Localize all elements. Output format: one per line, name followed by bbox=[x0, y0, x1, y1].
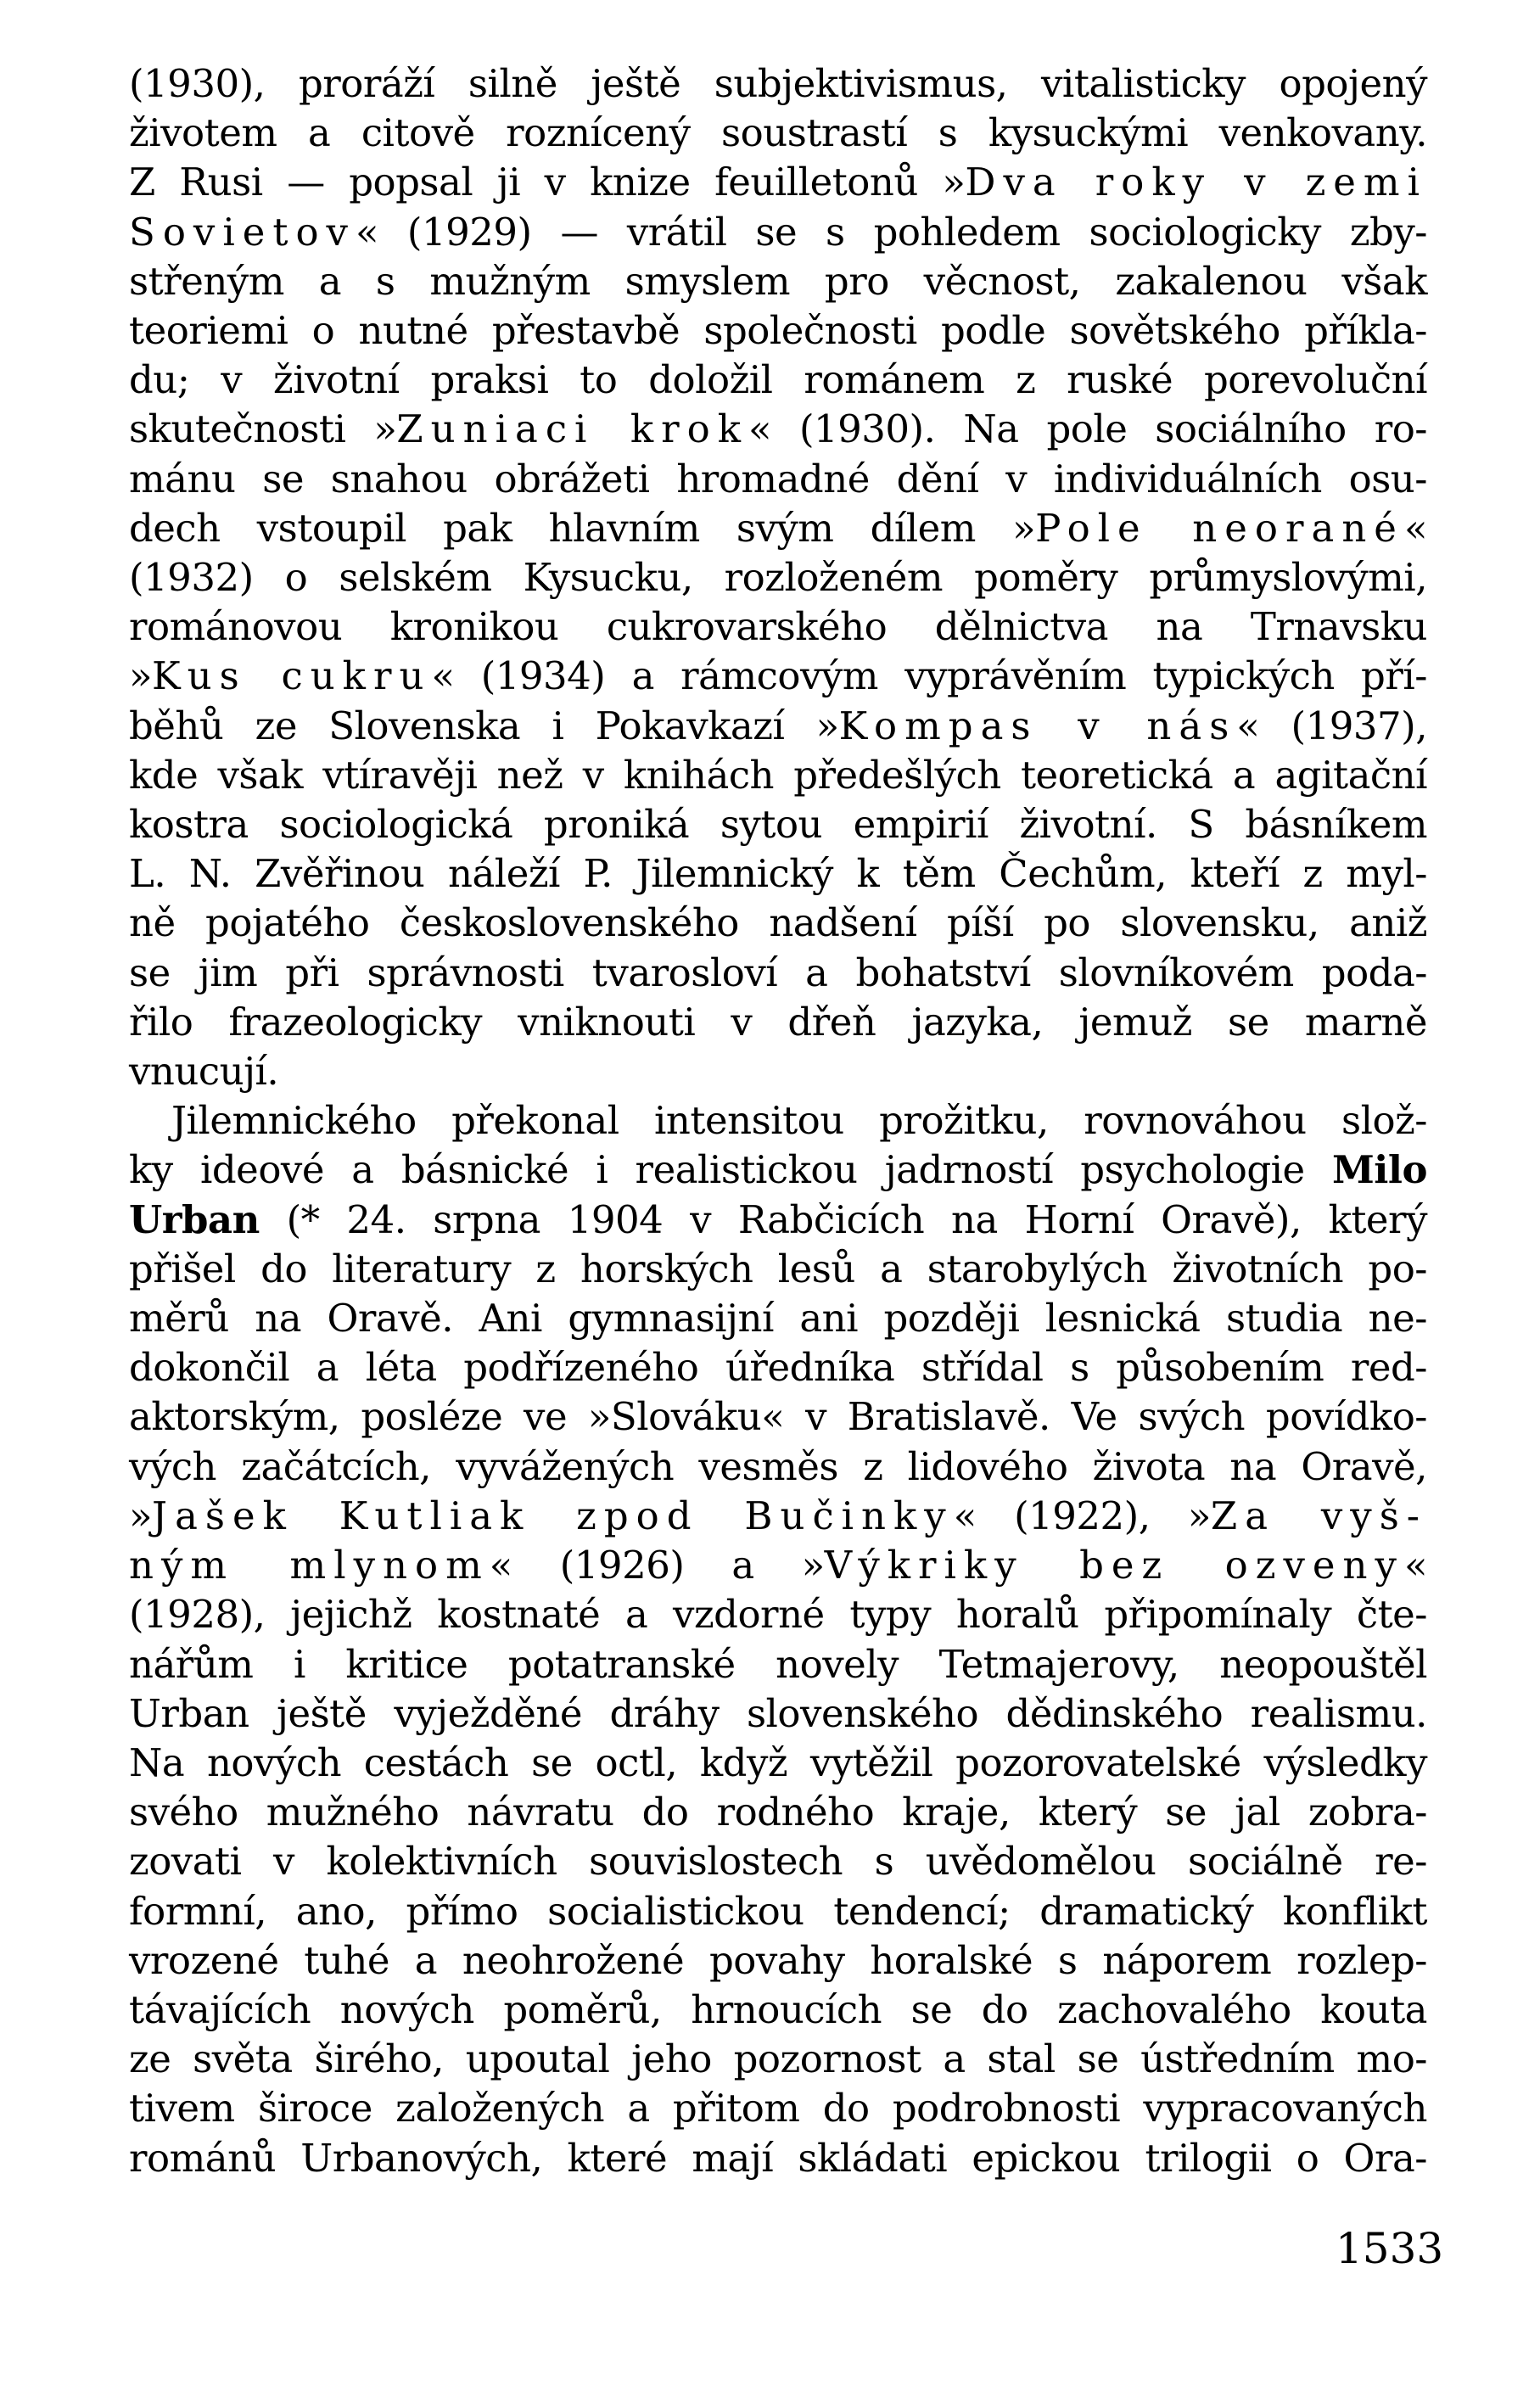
text-line: formní, ano, přímo socialistickou tendencí; dramatický konflikt bbox=[129, 1888, 1427, 1934]
text-line: Z Rusi — popsal ji v knize feuilletonů »Dva roky v zemi bbox=[129, 160, 1427, 205]
spaced-title: Kompas v nás bbox=[838, 703, 1237, 748]
paragraph-2 bbox=[129, 1096, 1427, 2182]
text-line: dech vstoupil pak hlavním svým dílem »Pole neorané« bbox=[129, 505, 1427, 551]
spaced-title: Výkriky bez ozveny bbox=[824, 1543, 1404, 1588]
text-line: mánu se snahou obrážeti hromadné dění v individuálních osu- bbox=[129, 456, 1427, 501]
text-line: »Jašek Kutliak zpod Bučinky« (1922), »Za vyš- bbox=[129, 1493, 1427, 1538]
text-line: du; v životní praksi to doložil románem z ruské porevoluční bbox=[129, 357, 1427, 403]
spaced-title: Kus cukru bbox=[152, 653, 432, 699]
text-line: ky ideové a básnické i realistickou jadrností psychologie Milo bbox=[129, 1147, 1427, 1193]
text-line: Na nových cestách se octl, když vytěžil pozorovatelské výsledky bbox=[129, 1739, 1427, 1785]
spaced-title: Pole neorané bbox=[1035, 505, 1404, 551]
text-line: aktorským, posléze ve »Slováku« v Bratislavě. Ve svých povídko- bbox=[129, 1394, 1427, 1440]
text-line: řilo frazeologicky vniknouti v dřeň jazyka, jemuž se marně bbox=[129, 999, 1427, 1045]
text-line: Jilemnického překonal intensitou prožitku, rovnováhou slož- bbox=[171, 1098, 1427, 1144]
text-line: (1932) o selském Kysucku, rozloženém poměry průmyslovými, bbox=[129, 555, 1427, 601]
text-line: Urban (* 24. srpna 1904 v Rabčicích na Horní Oravě), který bbox=[129, 1196, 1427, 1242]
text-line: přišel do literatury z horských lesů a starobylých životních po- bbox=[129, 1246, 1427, 1291]
text-line: távajících nových poměrů, hrnoucích se do zachovalého kouta bbox=[129, 1986, 1427, 2032]
text-line: románů Urbanových, které mají skládati epickou trilogii o Ora- bbox=[129, 2135, 1427, 2181]
spaced-title: ným mlynom bbox=[129, 1543, 490, 1588]
text-line: »Kus cukru« (1934) a rámcovým vyprávěním typických pří- bbox=[129, 653, 1427, 699]
author-name: Milo bbox=[1331, 1147, 1427, 1193]
text-line: románovou kronikou cukrovarského dělnictva na Trnavsku bbox=[129, 604, 1427, 650]
text-line: střeným a s mužným smyslem pro věcnost, zakalenou však bbox=[129, 258, 1427, 304]
text-line: ně pojatého československého nadšení píší po slovensku, aniž bbox=[129, 900, 1427, 946]
text-line: kde však vtíravěji než v knihách předešlých teoretická a agitační bbox=[129, 752, 1427, 798]
spaced-title: Jašek Kutliak zpod Bučinky bbox=[152, 1493, 954, 1538]
text-line: běhů ze Slovenska i Pokavkazí »Kompas v nás« (1937), bbox=[129, 703, 1427, 748]
text-line: se jim při správnosti tvarosloví a bohatství slovníkovém poda- bbox=[129, 949, 1427, 995]
text-line: vrozené tuhé a neohrožené povahy horalské s náporem rozlep- bbox=[129, 1937, 1427, 1983]
text-line: ným mlynom« (1926) a »Výkriky bez ozveny« bbox=[129, 1543, 1427, 1588]
spaced-title: Dva roky v zemi bbox=[965, 160, 1427, 205]
text-line: tivem široce založených a přitom do podrobnosti vypracovaných bbox=[129, 2086, 1427, 2131]
page-body bbox=[129, 59, 1427, 2183]
text-line: dokončil a léta podřízeného úředníka střídal s působením red- bbox=[129, 1345, 1427, 1391]
text-line: nářům i kritice potatranské novely Tetmajerovy, neopouštěl bbox=[129, 1641, 1427, 1687]
text-line: Sovietov« (1929) — vrátil se s pohledem sociologicky zby- bbox=[129, 209, 1427, 255]
text-line: teoriemi o nutné přestavbě společnosti podle sovětského příkla- bbox=[129, 308, 1427, 354]
text-line: kostra sociologická proniká sytou empirií životní. S básníkem bbox=[129, 802, 1427, 848]
text-line: (1928), jejichž kostnaté a vzdorné typy horalů připomínaly čte- bbox=[129, 1592, 1427, 1638]
text-line: svého mužného návratu do rodného kraje, který se jal zobra- bbox=[129, 1790, 1427, 1835]
text-line: zovati v kolektivních souvislostech s uvědomělou sociálně re- bbox=[129, 1839, 1427, 1885]
text-line: měrů na Oravě. Ani gymnasijní ani později lesnická studia ne- bbox=[129, 1296, 1427, 1342]
text-line: L. N. Zvěřinou náleží P. Jilemnický k těm Čechům, kteří z myl- bbox=[129, 851, 1427, 897]
page-number: 1533 bbox=[1336, 2224, 1444, 2273]
text-line: vnucují. bbox=[129, 1049, 279, 1095]
spaced-title: Za vyš- bbox=[1210, 1493, 1427, 1538]
text-line: ze světa širého, upoutal jeho pozornost a stal se ústředním mo- bbox=[129, 2036, 1427, 2082]
text-line: vých začátcích, vyvážených vesměs z lidového života na Oravě, bbox=[129, 1443, 1427, 1489]
text-line: skutečnosti »Zuniaci krok« (1930). Na pole sociálního ro- bbox=[129, 406, 1427, 452]
text-line: Urban ještě vyježděné dráhy slovenského dědinského realismu. bbox=[129, 1690, 1427, 1736]
text-line: životem a citově roznícený soustrastí s kysuckými venkovany. bbox=[129, 110, 1427, 156]
paragraph-1 bbox=[129, 59, 1427, 1096]
text-line: (1930), proráží silně ještě subjektivismus, vitalisticky opojený bbox=[129, 61, 1427, 106]
author-name: Urban bbox=[129, 1196, 260, 1242]
spaced-title: Zuniaci krok bbox=[396, 406, 748, 452]
spaced-title: Sovietov bbox=[129, 209, 356, 255]
